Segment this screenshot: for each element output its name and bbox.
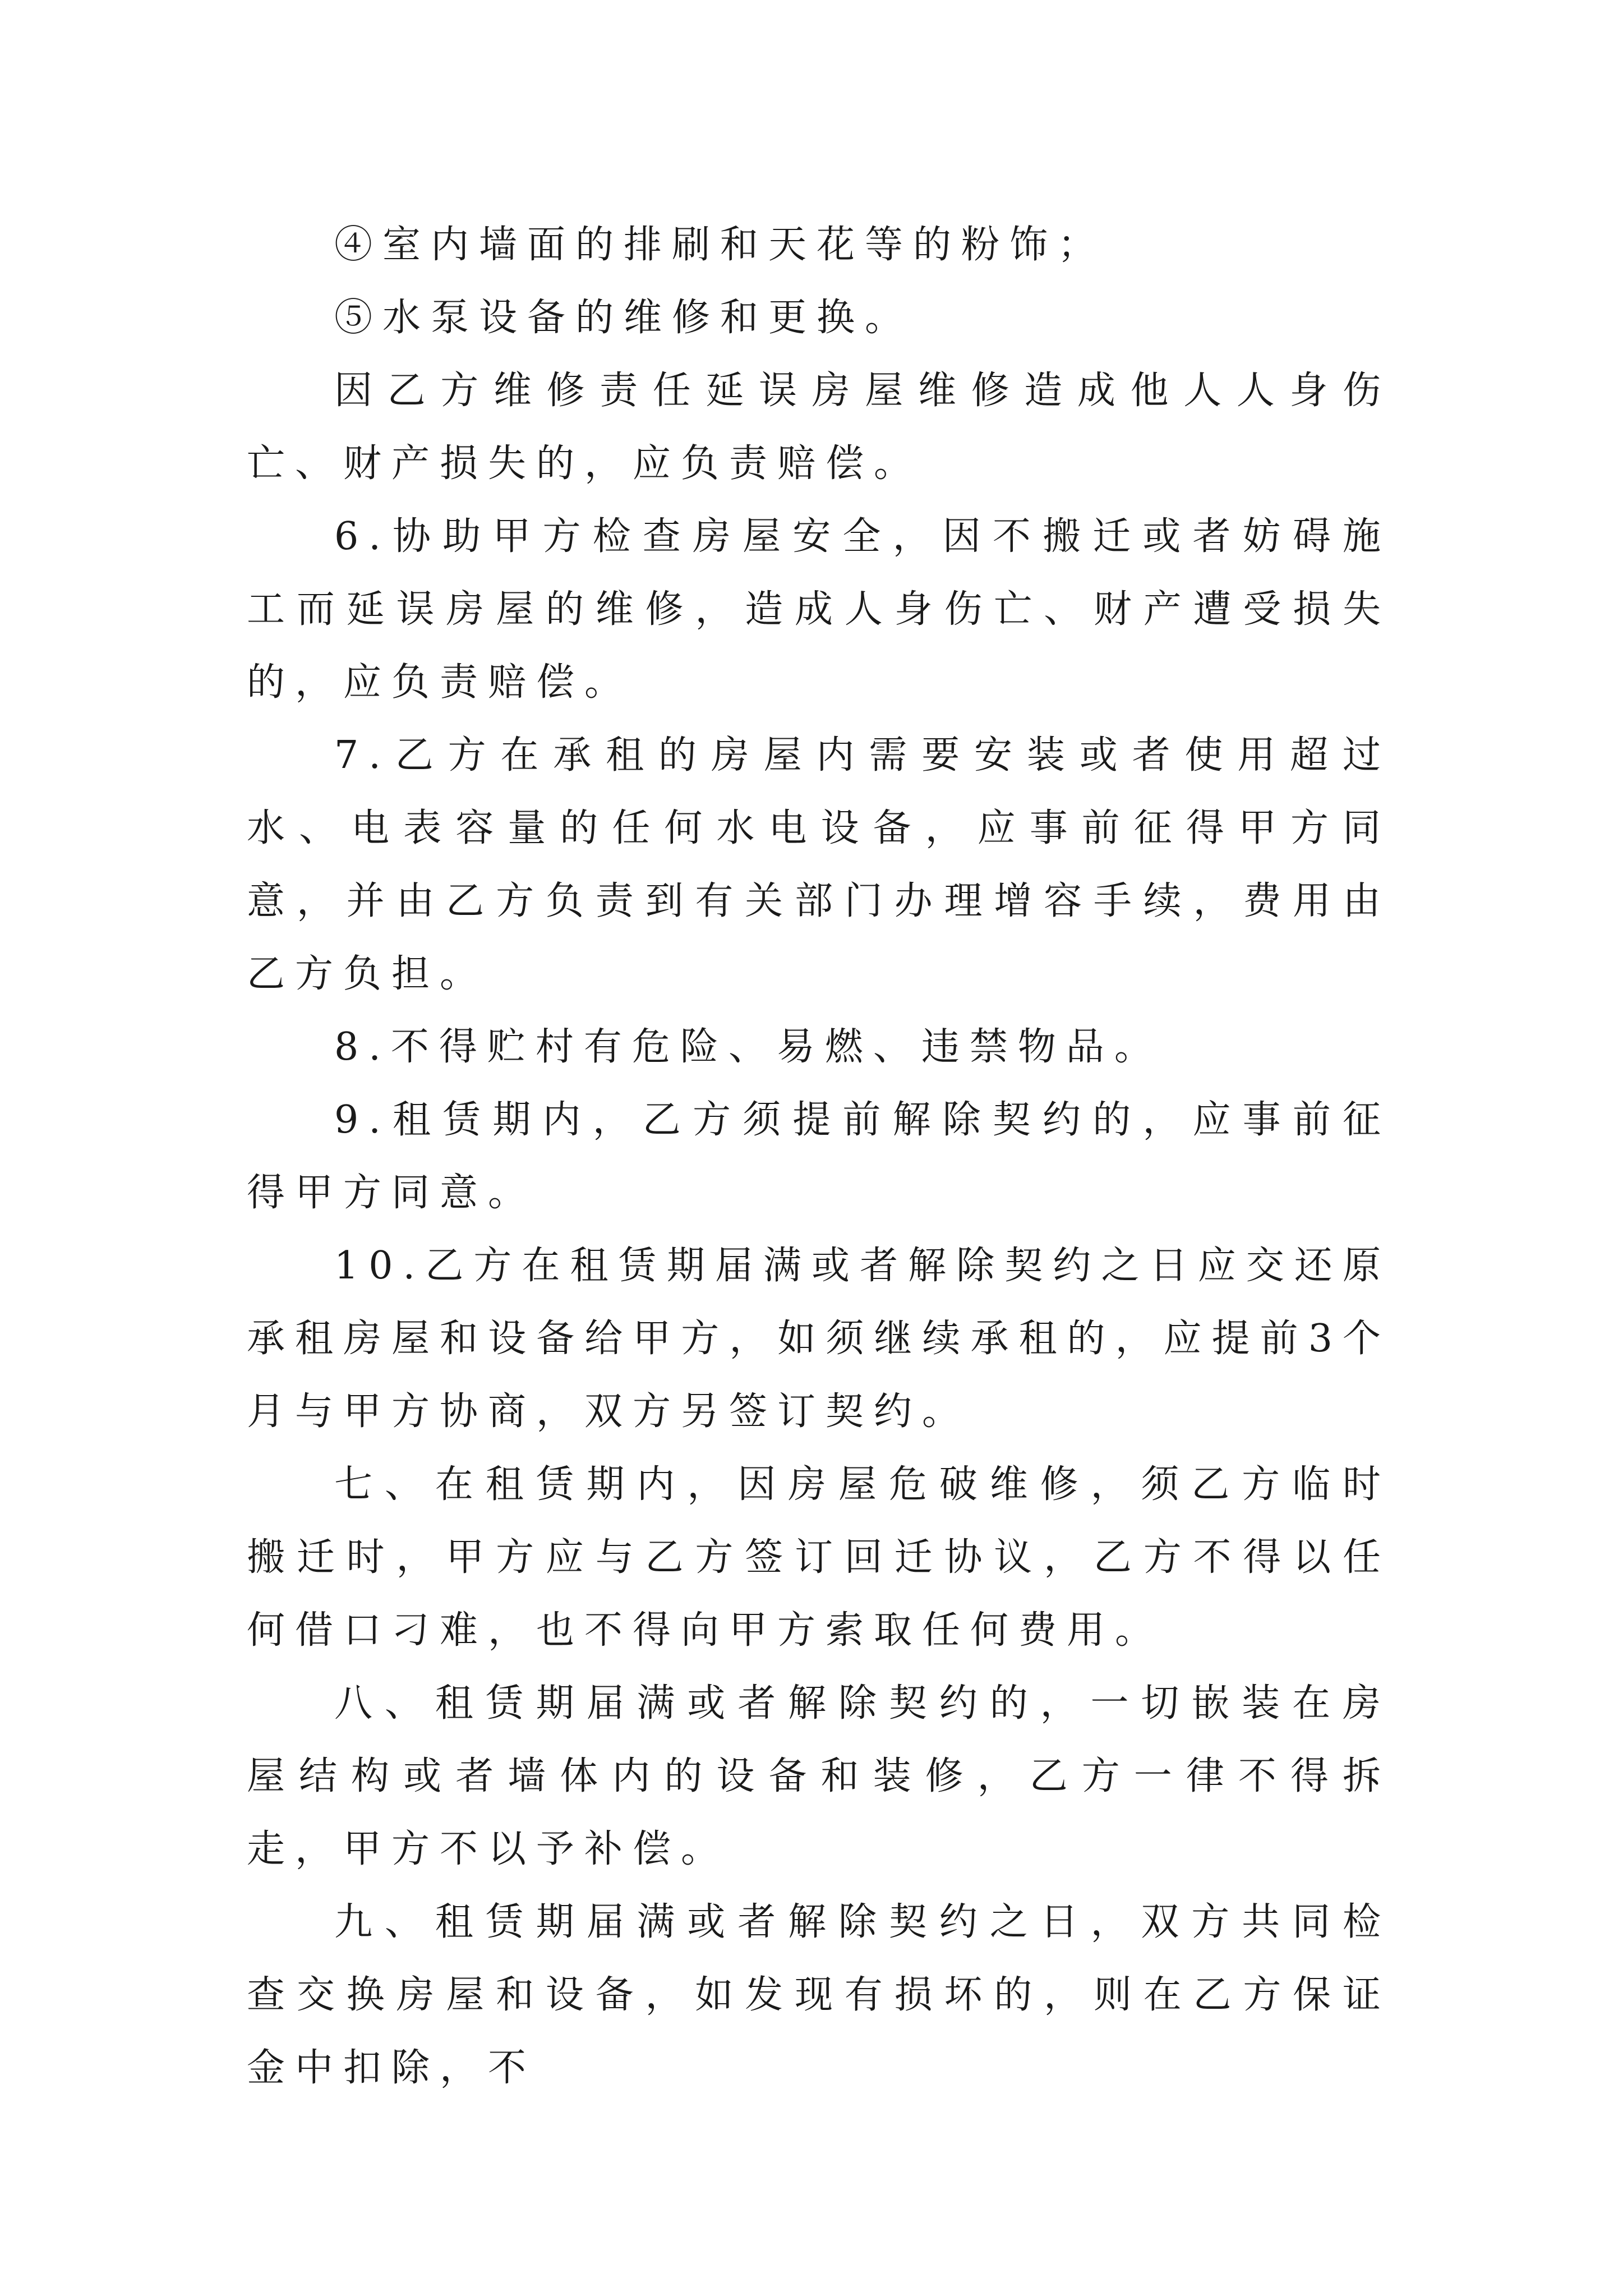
- paragraph-article-8: 八、租赁期届满或者解除契约的，一切嵌装在房屋结构或者墙体内的设备和装修，乙方一律不得拆走，甲方不以予补偿。: [247, 1681, 1391, 1871]
- paragraph-item-4: ④室内墙面的排刷和天花等的粉饰；: [334, 223, 1106, 267]
- paragraph-clause-7: 7.乙方在承租的房屋内需要安装或者使用超过水、电表容量的任何水电设备，应事前征得甲方同意，并由乙方负责到有关部门办理增容手续，费用由乙方负担。: [247, 733, 1391, 996]
- paragraph-clause-10: 10.乙方在租赁期届满或者解除契约之日应交还原承租房屋和设备给甲方，如须继续承租的，应提前3个月与甲方协商，双方另签订契约。: [247, 1244, 1391, 1434]
- paragraph-clause-8: 8.不得贮村有危险、易燃、违禁物品。: [334, 1025, 1163, 1069]
- paragraph-clause-6: 6.协助甲方检查房屋安全，因不搬迁或者妨碍施工而延误房屋的维修，造成人身伤亡、财产遭受损失的，应负责赔偿。: [247, 514, 1391, 705]
- paragraph-repair-liability: 因乙方维修责任延误房屋维修造成他人人身伤亡、财产损失的，应负责赔偿。: [247, 369, 1391, 486]
- paragraph-article-9: 九、租赁期届满或者解除契约之日，双方共同检查交换房屋和设备，如发现有损坏的，则在乙方保证金中扣除，不: [247, 1900, 1391, 2090]
- paragraph-item-5: ⑤水泵设备的维修和更换。: [334, 296, 914, 340]
- paragraph-clause-9: 9.租赁期内，乙方须提前解除契约的，应事前征得甲方同意。: [247, 1098, 1391, 1215]
- paragraph-article-7: 七、在租赁期内，因房屋危破维修，须乙方临时搬迁时，甲方应与乙方签订回迁协议，乙方不得以任何借口刁难，也不得向甲方索取任何费用。: [247, 1462, 1391, 1653]
- document-body: [247, 209, 1391, 2105]
